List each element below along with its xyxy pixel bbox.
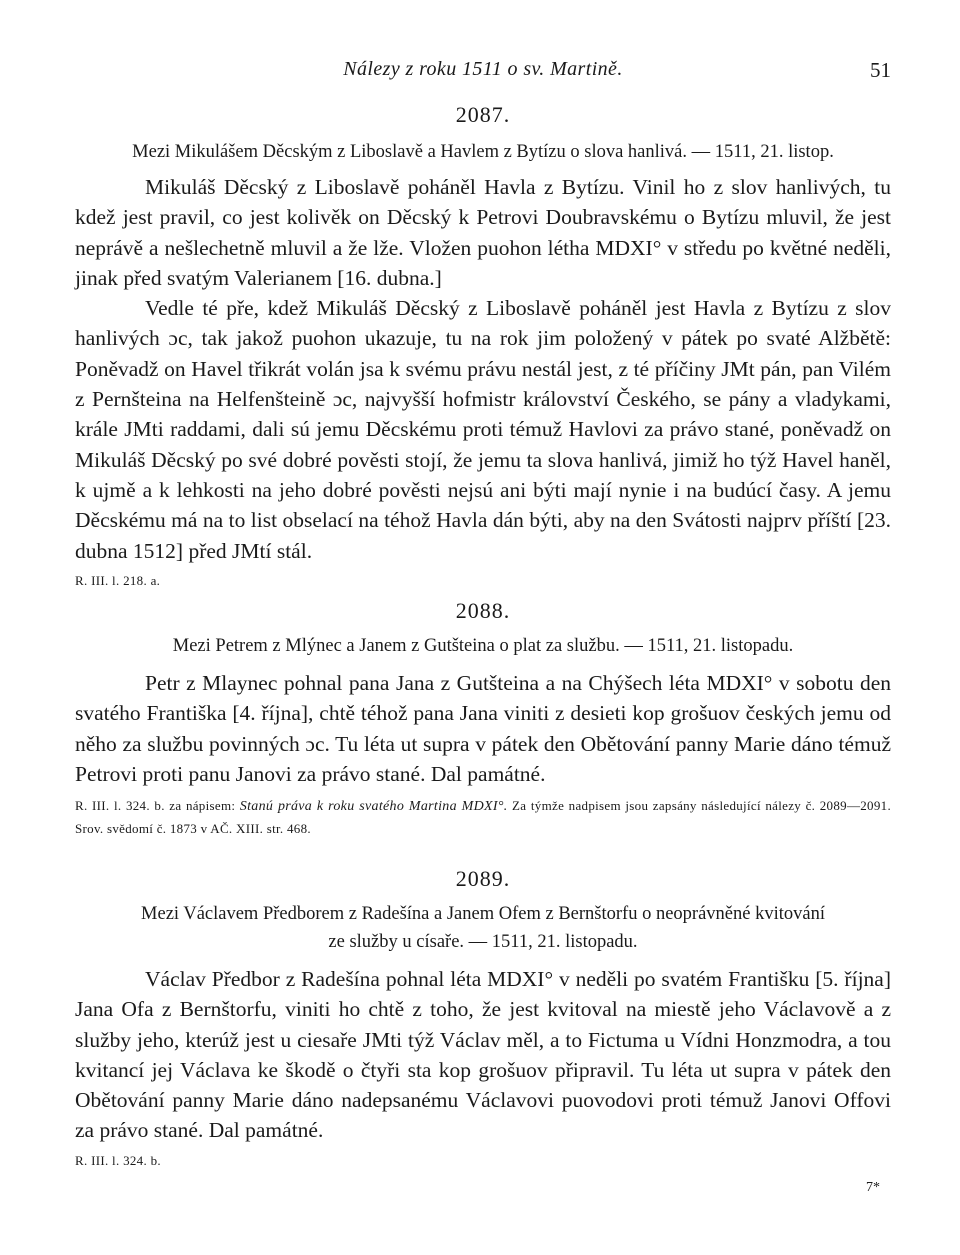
archive-citation: R. III. l. 324. b.: [75, 1152, 161, 1168]
entry-2088: [75, 598, 891, 840]
citation-rest: Za týmže nadpisem jsou zapsány následující nálezy č. 2089—2091. Srov. svědomí č. 1873 v AČ. XIII. str. 468.: [75, 798, 892, 837]
archive-citation-note: [75, 795, 891, 840]
running-header: [75, 58, 891, 84]
entry-number: 2089.: [455, 866, 511, 891]
page-number: 51: [870, 58, 891, 82]
entry-paragraph: Václav Předbor z Radešína pohnal léta MDXI° v neděli po svatém Františku [5. října] Jana Ofa z Bernštorfu, viniti ho chtě z toho, že jest kvitoval na miestě jeho Václavově a z služby jeho, kterúž jest u ciesaře JMti týž Václav měl, a to Fictuma u Vídni Honzmodra, a tou kvitancí jej Václava ke škodě o čtyři sta kop grošuov připravil. Tu léta ut supra v pátek den Obětování panny Marie dáno nadepsanému Václavovi puovodovi proti témuž Janovi Offovi za právo stané. Dal památné.: [75, 967, 891, 1143]
entry-heading: Mezi Mikulášem Děcským z Liboslavě a Havlem z Bytízu o slova hanlivá. — 1511, 21. listop.: [132, 142, 834, 162]
entry-2089: [75, 866, 891, 1172]
entry-2087: [75, 102, 891, 592]
entry-paragraph: Petr z Mlaynec pohnal pana Jana z Gutšteina a na Chýšech léta MDXI° v sobotu den svatého Františka [4. října], chtě téhož pana Jana viniti z desieti kop grošuov českých jemu od něho za službu povinných ɔc. Tu léta ut supra v pátek den Obětování panny Marie dáno témuž Petrovi proti panu Janovi za právo stané. Dal památné.: [75, 671, 891, 786]
entry-heading: Mezi Petrem z Mlýnec a Janem z Gutšteina o plat za službu. — 1511, 21. listopadu.: [172, 636, 794, 656]
archive-citation: R. III. l. 218. a.: [75, 572, 161, 588]
signature-mark: 7*: [866, 1180, 880, 1195]
running-title: Nálezy z roku 1511 o sv. Martině.: [343, 58, 623, 80]
citation-ref: R. III. l. 324. b. za nápisem:: [75, 798, 240, 814]
entry-paragraph: Vedle té pře, kdež Mikuláš Děcský z Liboslavě poháněl jest Havla z Bytízu z slov hanlivých ɔc, tak jakož puohon ukazuje, tu na rok jim položený v pátek po svaté Alžbětě: Poněvadž on Havel třikrát volán jsa k svému právu nestál jest, z té příčiny JMt pán, pan Vilém z Pernšteina na Helfenšteině ɔc, najvyšší hofmistr království Českého, se pány a vladykami, krále JMti raddami, dali sú jemu Děcskému proti témuž Havlovi za právo stané, poněvadž on Mikuláš Děcský po své dobré pověsti stojí, že jemu ta slova hanlivá, jimiž ho týž Havel haněl, k ujmě a k lehkosti na jeho dobré pověsti nejsú ani býti mají nynie i na budúcí časy. A jemu Děcskému má na to list obselací na téhož Havla dán býti, aby na den Svátosti najprv příští [23. dubna 1512] před JMtí stál.: [75, 296, 891, 563]
entry-number: 2088.: [455, 598, 511, 623]
entry-heading-line-1: Mezi Václavem Předborem z Radešína a Janem Ofem z Bernštorfu o neoprávněné kvitování: [141, 904, 825, 924]
entry-heading-line-2: ze služby u císaře. — 1511, 21. listopadu.: [328, 932, 638, 952]
citation-italic-title: Stanú práva k roku svatého Martina MDXI°.: [239, 799, 508, 815]
entry-number: 2087.: [455, 102, 511, 127]
entry-paragraph: Mikuláš Děcský z Liboslavě poháněl Havla z Bytízu. Vinil ho z slov hanlivých, tu kdež jest pravil, co jest kolivěk on Děcský k Petrovi Doubravskému o Bytízu mluvil, že jest neprávě a nešlechetně mluvil a že lže. Vložen puohon létha MDXI° v středu po květné neděli, jinak před svatým Valerianem [16. dubna.]: [75, 175, 891, 290]
